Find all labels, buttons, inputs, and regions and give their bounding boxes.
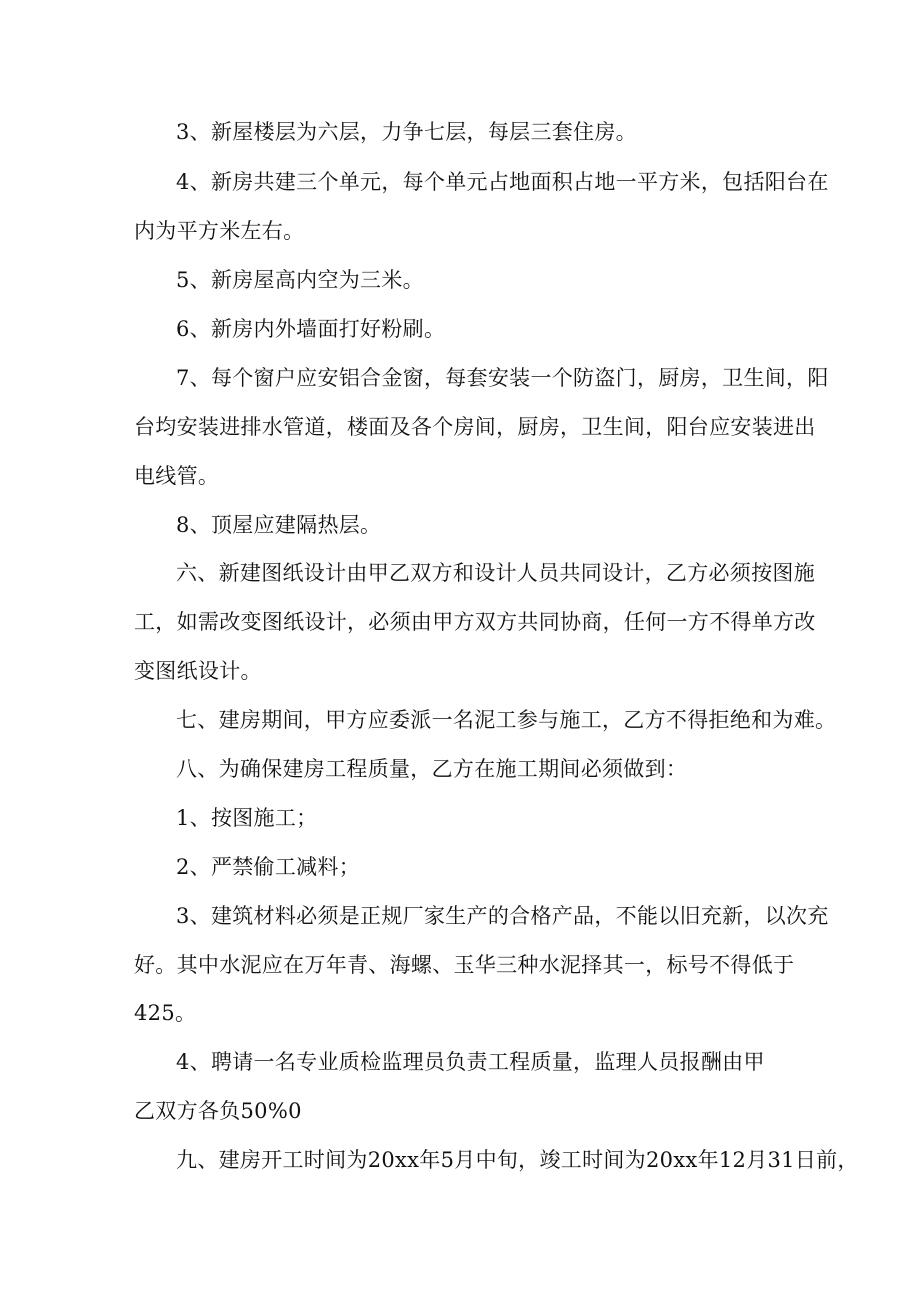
item-7-windows-line-3: 电线管。 [134,464,220,488]
clause-8-item-3-line-2: 好。其中水泥应在万年青、海螺、玉华三种水泥择其一，标号不得低于 [134,953,795,977]
clause-8-item-4-line-2: 乙双方各负50%0 [134,1099,302,1123]
clause-8-item-3-line-3: 425。 [134,1001,197,1025]
clause-6-design-line-2: 工，如需改变图纸设计，必须由甲方双方共同协商，任何一方不得单方改 [134,610,816,634]
item-8-insulation: 8、顶屋应建隔热层。 [176,513,382,537]
item-7-windows-line-1: 7、每个窗户应安铝合金窗，每套安装一个防盗门，厨房，卫生间，阳 [176,366,829,390]
clause-8-item-2: 2、严禁偷工减料； [176,855,361,879]
clause-8-item-3-line-1: 3、建筑材料必须是正规厂家生产的合格产品，不能以旧充新，以次充 [176,904,829,928]
item-7-windows-line-2: 台均安装进排水管道，楼面及各个房间，厨房，卫生间，阳台应安装进出 [134,415,816,439]
item-4-units-line-2: 内为平方米左右。 [134,219,305,243]
clause-6-design-line-1: 六、新建图纸设计由甲乙双方和设计人员共同设计，乙方必须按图施 [176,561,815,585]
clause-8-item-1: 1、按图施工； [176,806,318,830]
item-3-floors: 3、新屋楼层为六层，力争七层，每层三套住房。 [176,120,637,144]
item-5-height: 5、新房屋高内空为三米。 [176,268,424,292]
clause-8-quality: 八、为确保建房工程质量，乙方在施工期间必须做到： [176,757,688,781]
clause-8-item-4-line-1: 4、聘请一名专业质检监理员负责工程质量，监理人员报酬由甲 [176,1050,765,1074]
item-4-units-line-1: 4、新房共建三个单元，每个单元占地面积占地一平方米，包括阳台在 [176,170,829,194]
item-6-walls: 6、新房内外墙面打好粉刷。 [176,317,446,341]
clause-7-worker: 七、建房期间，甲方应委派一名泥工参与施工，乙方不得拒绝和为难。 [176,708,837,732]
clause-6-design-line-3: 变图纸设计。 [134,659,262,683]
clause-9-schedule: 九、建房开工时间为20xx年5月中旬，竣工时间为20xx年12月31日前， [176,1148,859,1172]
